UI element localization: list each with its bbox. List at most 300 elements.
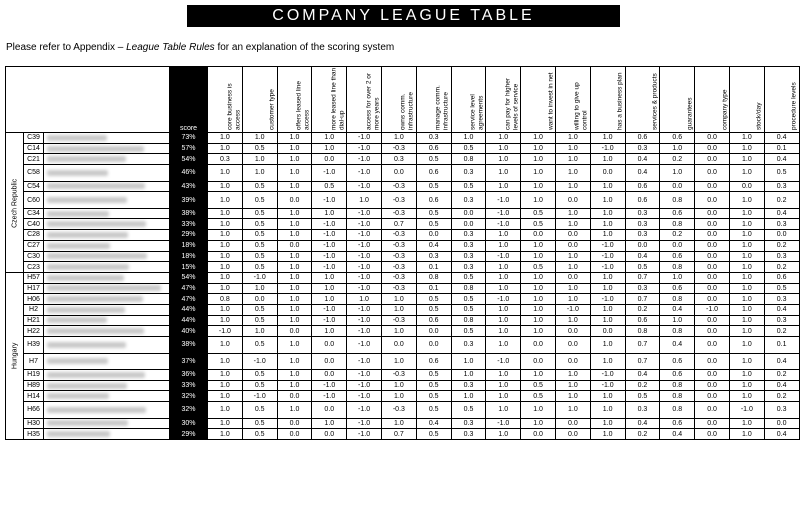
criterion-value: 1.0 <box>242 133 277 144</box>
criterion-header: procedure levels <box>764 67 799 133</box>
criterion-value: -1.0 <box>486 418 521 429</box>
company-name-redacted <box>44 353 170 370</box>
criterion-value: 0.8 <box>660 380 695 391</box>
criterion-value: -1.0 <box>590 240 625 251</box>
criterion-value: 0.0 <box>555 230 590 241</box>
criterion-value: 1.0 <box>208 133 243 144</box>
criterion-value: 1.0 <box>486 315 521 326</box>
criterion-value: 1.0 <box>277 402 312 419</box>
criterion-value: 1.0 <box>590 315 625 326</box>
criterion-value: 1.0 <box>555 315 590 326</box>
criterion-value: 0.0 <box>695 192 730 209</box>
criterion-value: -1.0 <box>347 154 382 165</box>
criterion-header: owns comm. infrastructure <box>381 67 416 133</box>
criterion-value: 1.0 <box>660 272 695 283</box>
criterion-value: 1.0 <box>208 165 243 182</box>
criterion-value: 0.0 <box>381 337 416 354</box>
criterion-value: 0.0 <box>312 429 347 440</box>
criterion-value: 0.0 <box>416 230 451 241</box>
criterion-value: 0.4 <box>764 304 799 315</box>
criterion-value: 1.0 <box>660 165 695 182</box>
criterion-value: 0.3 <box>625 283 660 294</box>
criterion-value: 1.0 <box>729 251 764 262</box>
company-score: 30% <box>170 418 208 429</box>
redaction-blur <box>47 183 145 189</box>
company-id: H22 <box>24 326 44 337</box>
criterion-value: 1.0 <box>381 326 416 337</box>
criterion-value: 0.0 <box>695 402 730 419</box>
criterion-value: 1.0 <box>729 353 764 370</box>
criterion-value: 0.0 <box>312 370 347 381</box>
criterion-value: 0.6 <box>660 251 695 262</box>
criterion-value: 1.0 <box>277 272 312 283</box>
criterion-value: 0.4 <box>660 337 695 354</box>
criterion-value: 0.3 <box>451 380 486 391</box>
criterion-value: 0.0 <box>695 181 730 192</box>
criterion-value: 0.0 <box>277 192 312 209</box>
company-score: 29% <box>170 230 208 241</box>
table-row <box>6 181 800 192</box>
redaction-blur <box>47 393 109 399</box>
criterion-value: 1.0 <box>381 380 416 391</box>
criterion-value: 0.5 <box>416 380 451 391</box>
criterion-value: 0.5 <box>451 181 486 192</box>
criterion-value: -0.3 <box>381 272 416 283</box>
criterion-value: 0.0 <box>521 353 556 370</box>
criterion-value: 0.5 <box>242 429 277 440</box>
table-row <box>6 272 800 283</box>
criterion-value: 1.0 <box>242 154 277 165</box>
criterion-value: 0.8 <box>660 294 695 305</box>
criterion-header: core business is access <box>208 67 243 133</box>
criterion-value: 0.7 <box>381 429 416 440</box>
criterion-value: -1.0 <box>347 133 382 144</box>
criterion-value: 1.0 <box>486 429 521 440</box>
criterion-value: 1.0 <box>486 402 521 419</box>
criterion-value: 1.0 <box>555 154 590 165</box>
region-label: Czech Republic <box>6 133 24 273</box>
criterion-header: access for over 2 or more years <box>347 67 382 133</box>
criterion-value: 0.5 <box>625 262 660 273</box>
criterion-value: 1.0 <box>729 315 764 326</box>
header-blank <box>6 67 170 133</box>
criterion-value: 0.4 <box>764 133 799 144</box>
criterion-value: 0.5 <box>451 143 486 154</box>
redaction-blur <box>47 253 147 259</box>
criterion-value: 1.0 <box>208 181 243 192</box>
criterion-value: 1.0 <box>486 165 521 182</box>
criterion-value: 0.0 <box>555 353 590 370</box>
criterion-value: 0.5 <box>242 219 277 230</box>
criterion-value: 1.0 <box>590 272 625 283</box>
criterion-value: 0.5 <box>416 181 451 192</box>
company-id: C58 <box>24 165 44 182</box>
criterion-value: 0.5 <box>451 272 486 283</box>
criterion-value: 0.5 <box>242 304 277 315</box>
criterion-value: 1.0 <box>277 133 312 144</box>
criterion-value: 0.5 <box>242 240 277 251</box>
table-row <box>6 429 800 440</box>
criterion-value: 0.5 <box>242 262 277 273</box>
company-id: C14 <box>24 143 44 154</box>
company-score: 18% <box>170 240 208 251</box>
criterion-value: -1.0 <box>555 304 590 315</box>
criterion-value: 0.3 <box>625 402 660 419</box>
criterion-value: 0.0 <box>555 272 590 283</box>
criterion-value: 1.0 <box>277 251 312 262</box>
company-name-redacted <box>44 294 170 305</box>
criterion-value: 1.0 <box>729 391 764 402</box>
criterion-value: 1.0 <box>208 251 243 262</box>
criterion-value: 0.5 <box>242 208 277 219</box>
table-row <box>6 294 800 305</box>
redaction-blur <box>47 156 126 162</box>
criterion-value: 1.0 <box>242 326 277 337</box>
criterion-value: -1.0 <box>312 219 347 230</box>
criterion-value: 0.1 <box>764 337 799 354</box>
criterion-value: 0.0 <box>277 326 312 337</box>
company-name-redacted <box>44 165 170 182</box>
criterion-value: 0.8 <box>660 402 695 419</box>
criterion-value: 1.0 <box>729 208 764 219</box>
criterion-value: 0.5 <box>242 143 277 154</box>
criterion-value: 0.4 <box>625 154 660 165</box>
company-name-redacted <box>44 240 170 251</box>
criterion-value: 0.6 <box>660 418 695 429</box>
table-row <box>6 337 800 354</box>
company-score: 38% <box>170 337 208 354</box>
criterion-value: 0.4 <box>764 154 799 165</box>
criterion-value: 0.0 <box>695 353 730 370</box>
criterion-value: 1.0 <box>208 262 243 273</box>
criterion-value: 0.0 <box>277 418 312 429</box>
criterion-value: 0.2 <box>625 380 660 391</box>
criterion-value: 0.5 <box>416 208 451 219</box>
criterion-value: 1.0 <box>312 143 347 154</box>
criterion-value: 1.0 <box>521 192 556 209</box>
criterion-value: 1.0 <box>729 240 764 251</box>
criterion-value: -0.3 <box>381 402 416 419</box>
criterion-value: 1.0 <box>312 133 347 144</box>
criterion-value: 1.0 <box>521 370 556 381</box>
criterion-value: 0.4 <box>764 429 799 440</box>
criterion-header: willing to give up control <box>555 67 590 133</box>
company-name-redacted <box>44 251 170 262</box>
criterion-value: 1.0 <box>486 143 521 154</box>
criterion-value: -1.0 <box>347 272 382 283</box>
criterion-value: 1.0 <box>451 391 486 402</box>
criterion-value: -1.0 <box>347 380 382 391</box>
criterion-value: 1.0 <box>521 283 556 294</box>
criterion-value: 0.5 <box>416 429 451 440</box>
criterion-value: 1.0 <box>729 133 764 144</box>
criterion-value: -1.0 <box>242 272 277 283</box>
criterion-value: 0.8 <box>625 326 660 337</box>
criterion-value: 0.2 <box>764 370 799 381</box>
company-score: 18% <box>170 251 208 262</box>
criterion-value: -1.0 <box>312 391 347 402</box>
criterion-value: 0.4 <box>764 380 799 391</box>
criterion-header: guarantees <box>660 67 695 133</box>
table-row <box>6 192 800 209</box>
company-name-redacted <box>44 337 170 354</box>
criterion-value: -1.0 <box>347 418 382 429</box>
criterion-header: service level agreements <box>451 67 486 133</box>
criterion-value: 1.0 <box>208 283 243 294</box>
criterion-value: 1.0 <box>729 154 764 165</box>
criterion-value: 1.0 <box>660 315 695 326</box>
criterion-value: -0.3 <box>381 251 416 262</box>
redaction-blur <box>47 264 129 270</box>
company-score: 32% <box>170 391 208 402</box>
criterion-value: 1.0 <box>486 154 521 165</box>
criterion-value: 0.6 <box>764 272 799 283</box>
criterion-value: 1.0 <box>486 326 521 337</box>
criterion-value: 1.0 <box>208 315 243 326</box>
criterion-value: 0.0 <box>695 262 730 273</box>
criterion-value: 0.2 <box>764 391 799 402</box>
criteria-header-row <box>6 67 800 133</box>
criterion-value: 1.0 <box>486 230 521 241</box>
criterion-value: 1.0 <box>521 315 556 326</box>
company-id: C23 <box>24 262 44 273</box>
company-name-redacted <box>44 304 170 315</box>
criterion-value: 0.4 <box>625 418 660 429</box>
note-prefix: Please refer to Appendix – <box>6 42 127 53</box>
criterion-value: 0.0 <box>695 283 730 294</box>
criterion-value: 1.0 <box>729 192 764 209</box>
criterion-value: 1.0 <box>277 353 312 370</box>
criterion-value: 0.2 <box>625 304 660 315</box>
criterion-value: -1.0 <box>312 315 347 326</box>
criterion-header: company type <box>695 67 730 133</box>
criterion-value: 0.5 <box>416 391 451 402</box>
appendix-reference: League Table Rules <box>126 42 215 53</box>
criterion-value: 1.0 <box>521 294 556 305</box>
criterion-value: 0.5 <box>416 154 451 165</box>
criterion-value: 1.0 <box>381 391 416 402</box>
criterion-header: more leased line than dial-up <box>312 67 347 133</box>
criterion-value: 0.6 <box>660 283 695 294</box>
criterion-value: 0.0 <box>695 391 730 402</box>
criterion-value: 0.5 <box>242 418 277 429</box>
criterion-value: 0.0 <box>660 240 695 251</box>
criterion-value: -1.0 <box>347 219 382 230</box>
company-score: 39% <box>170 192 208 209</box>
criterion-value: 0.0 <box>695 337 730 354</box>
criterion-value: 0.0 <box>695 219 730 230</box>
company-id: H17 <box>24 283 44 294</box>
redaction-blur <box>47 317 107 323</box>
criterion-value: 0.3 <box>416 251 451 262</box>
criterion-value: 0.0 <box>695 154 730 165</box>
criterion-value: 0.1 <box>764 143 799 154</box>
criterion-value: 1.0 <box>277 181 312 192</box>
criterion-value: 0.0 <box>451 208 486 219</box>
criterion-value: 1.0 <box>486 337 521 354</box>
criterion-value: 0.6 <box>660 133 695 144</box>
criterion-value: 0.8 <box>451 315 486 326</box>
company-id: C60 <box>24 192 44 209</box>
company-score: 36% <box>170 370 208 381</box>
criterion-value: -1.0 <box>208 326 243 337</box>
criterion-value: 0.0 <box>729 181 764 192</box>
company-name-redacted <box>44 262 170 273</box>
criterion-value: 0.3 <box>625 208 660 219</box>
criterion-value: 1.0 <box>208 219 243 230</box>
criterion-value: 0.8 <box>451 154 486 165</box>
redaction-blur <box>47 146 144 152</box>
criterion-value: 0.5 <box>242 192 277 209</box>
criterion-value: 1.0 <box>381 353 416 370</box>
criterion-value: 1.0 <box>277 337 312 354</box>
criterion-value: 1.0 <box>521 240 556 251</box>
criterion-value: 0.0 <box>695 143 730 154</box>
criterion-value: 1.0 <box>729 143 764 154</box>
criterion-value: 0.0 <box>695 429 730 440</box>
redaction-blur <box>47 243 110 249</box>
criterion-value: 0.4 <box>625 370 660 381</box>
redaction-blur <box>47 221 146 227</box>
company-score: 32% <box>170 402 208 419</box>
criterion-value: -1.0 <box>347 353 382 370</box>
criterion-value: 0.2 <box>764 192 799 209</box>
criterion-value: 1.0 <box>590 418 625 429</box>
criterion-value: 0.0 <box>555 418 590 429</box>
redaction-blur <box>47 232 128 238</box>
criterion-value: -1.0 <box>312 251 347 262</box>
company-name-redacted <box>44 283 170 294</box>
table-row <box>6 251 800 262</box>
criterion-value: 1.0 <box>555 143 590 154</box>
criterion-value: -0.3 <box>381 143 416 154</box>
company-score: 33% <box>170 380 208 391</box>
criterion-value: 0.2 <box>764 326 799 337</box>
company-id: H89 <box>24 380 44 391</box>
criterion-value: 0.6 <box>416 165 451 182</box>
criterion-value: 0.0 <box>555 326 590 337</box>
criterion-header: stock/day <box>729 67 764 133</box>
criterion-value: 1.0 <box>208 353 243 370</box>
criterion-value: -1.0 <box>695 304 730 315</box>
criterion-value: 0.0 <box>590 165 625 182</box>
note-suffix: for an explanation of the scoring system <box>214 42 395 53</box>
criterion-value: 1.0 <box>208 391 243 402</box>
criterion-value: 0.0 <box>695 294 730 305</box>
table-row <box>6 230 800 241</box>
criterion-value: 0.5 <box>451 304 486 315</box>
criterion-value: 0.0 <box>695 315 730 326</box>
criterion-value: 1.0 <box>590 181 625 192</box>
company-id: C30 <box>24 251 44 262</box>
criterion-value: 1.0 <box>555 402 590 419</box>
criterion-value: 0.5 <box>312 181 347 192</box>
table-row <box>6 219 800 230</box>
criterion-value: 1.0 <box>590 154 625 165</box>
company-name-redacted <box>44 429 170 440</box>
criterion-value: 0.6 <box>416 353 451 370</box>
company-name-redacted <box>44 154 170 165</box>
criterion-value: 0.4 <box>625 165 660 182</box>
criterion-value: 0.0 <box>695 326 730 337</box>
criterion-value: 0.3 <box>208 154 243 165</box>
criterion-value: 1.0 <box>729 380 764 391</box>
criterion-value: 0.7 <box>625 294 660 305</box>
criterion-value: 1.0 <box>555 181 590 192</box>
criterion-value: 0.6 <box>625 133 660 144</box>
criterion-value: 0.7 <box>625 337 660 354</box>
criterion-value: 1.0 <box>486 391 521 402</box>
company-name-redacted <box>44 418 170 429</box>
criterion-value: 1.0 <box>590 337 625 354</box>
criterion-value: 1.0 <box>590 304 625 315</box>
criterion-value: 0.0 <box>277 391 312 402</box>
table-row <box>6 315 800 326</box>
criterion-value: 1.0 <box>381 304 416 315</box>
criterion-value: 1.0 <box>590 283 625 294</box>
criterion-value: 0.5 <box>764 165 799 182</box>
criterion-value: -1.0 <box>347 370 382 381</box>
criterion-value: 1.0 <box>555 283 590 294</box>
criterion-value: 0.4 <box>660 429 695 440</box>
criterion-value: 1.0 <box>729 418 764 429</box>
criterion-value: 0.5 <box>521 219 556 230</box>
criterion-value: -1.0 <box>347 402 382 419</box>
criterion-value: -1.0 <box>486 251 521 262</box>
criterion-value: 0.5 <box>451 294 486 305</box>
criterion-value: 1.0 <box>312 326 347 337</box>
redaction-blur <box>47 328 144 334</box>
criterion-value: 0.1 <box>416 262 451 273</box>
criterion-value: -1.0 <box>347 304 382 315</box>
criterion-value: 0.0 <box>451 219 486 230</box>
criterion-value: 1.0 <box>277 370 312 381</box>
criterion-value: 0.0 <box>312 337 347 354</box>
criterion-value: -0.3 <box>381 370 416 381</box>
criterion-value: 1.0 <box>486 370 521 381</box>
table-row <box>6 240 800 251</box>
criterion-value: 0.6 <box>625 181 660 192</box>
table-row <box>6 353 800 370</box>
criterion-header: offers leased line access <box>277 67 312 133</box>
redaction-blur <box>47 135 107 141</box>
company-name-redacted <box>44 326 170 337</box>
criterion-value: 1.0 <box>555 133 590 144</box>
criterion-value: 1.0 <box>208 380 243 391</box>
criterion-value: -1.0 <box>312 165 347 182</box>
criterion-value: -1.0 <box>486 219 521 230</box>
criterion-value: 1.0 <box>521 326 556 337</box>
criterion-value: 0.1 <box>416 283 451 294</box>
criterion-value: 0.0 <box>695 240 730 251</box>
criterion-value: 0.8 <box>660 326 695 337</box>
criterion-value: -1.0 <box>347 230 382 241</box>
criterion-value: 0.5 <box>416 294 451 305</box>
company-id: C21 <box>24 154 44 165</box>
table-row <box>6 133 800 144</box>
criterion-value: 1.0 <box>729 219 764 230</box>
criterion-value: -1.0 <box>312 262 347 273</box>
criterion-value: 0.3 <box>451 337 486 354</box>
criterion-value: 0.3 <box>451 418 486 429</box>
criterion-value: 0.2 <box>764 262 799 273</box>
criterion-value: -1.0 <box>347 283 382 294</box>
criterion-value: 1.0 <box>521 143 556 154</box>
criterion-value: -1.0 <box>347 251 382 262</box>
criterion-value: 0.0 <box>555 240 590 251</box>
criterion-value: 1.0 <box>242 283 277 294</box>
criterion-value: 0.3 <box>764 402 799 419</box>
